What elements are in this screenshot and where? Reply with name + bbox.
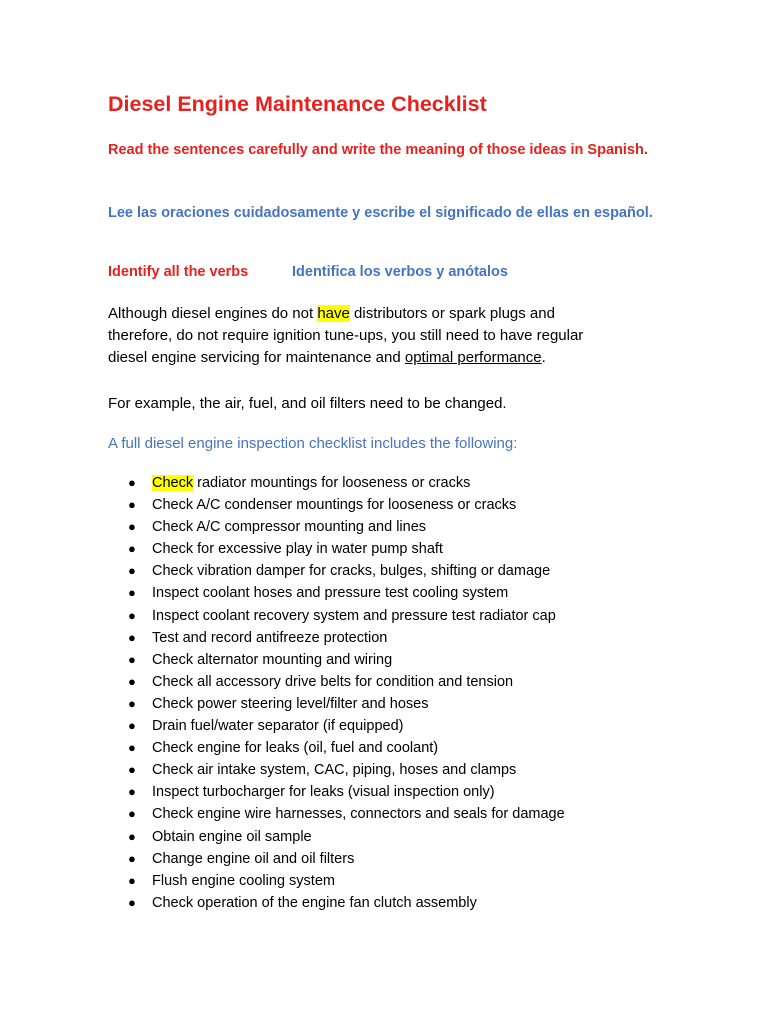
list-item (108, 649, 565, 671)
bullet-icon: ● (128, 828, 136, 844)
checklist-intro: A full diesel engine inspection checklist includes the following: (108, 435, 518, 452)
list-item (108, 826, 565, 848)
checklist (108, 472, 565, 914)
bullet-icon: ● (128, 872, 136, 888)
list-item-text: Obtain engine oil sample (152, 828, 312, 845)
list-item (108, 538, 565, 560)
list-item (108, 472, 565, 494)
list-item-text: Drain fuel/water separator (if equipped) (152, 718, 404, 735)
list-item-text: Check power steering level/filter and hoses (152, 695, 429, 712)
list-item-text: Check for excessive play in water pump shaft (152, 541, 443, 558)
bullet-icon: ● (128, 740, 136, 756)
list-item-text: Inspect coolant recovery system and pressure test radiator cap (152, 607, 556, 624)
highlighted-word-check: Check (152, 475, 194, 491)
list-item-text: Check air intake system, CAC, piping, hoses and clamps (152, 762, 517, 779)
bullet-icon: ● (128, 651, 136, 667)
bullet-icon: ● (128, 894, 136, 910)
bullet-icon: ● (128, 718, 136, 734)
instruction-spanish: Lee las oraciones cuidadosamente y escribe el significado de ellas en español. (108, 205, 653, 221)
bullet-icon: ● (128, 541, 136, 557)
list-item-text: radiator mountings for looseness or cracks (193, 475, 471, 491)
paragraph-intro-start: Although diesel engines do not (108, 305, 318, 322)
paragraph-intro (108, 303, 608, 369)
bullet-icon: ● (128, 673, 136, 689)
paragraph-intro-end: . (541, 349, 546, 366)
list-item (108, 627, 565, 649)
underlined-optimal-performance: optimal performance (404, 349, 542, 366)
verbs-instruction-row (108, 264, 660, 280)
list-item-text: Inspect coolant hoses and pressure test cooling system (152, 585, 509, 602)
page-title: Diesel Engine Maintenance Checklist (108, 92, 487, 116)
list-item-text: Check all accessory drive belts for condition and tension (152, 673, 514, 690)
bullet-icon: ● (128, 695, 136, 711)
list-item (108, 803, 565, 825)
list-item (108, 693, 565, 715)
bullet-icon: ● (128, 475, 136, 490)
verbs-instruction-spanish: Identifica los verbos y anótalos (292, 264, 508, 280)
list-item-text: Check A/C condenser mountings for looseness or cracks (152, 497, 517, 514)
list-item-text: Check operation of the engine fan clutch assembly (152, 894, 477, 911)
bullet-icon: ● (128, 563, 136, 579)
list-item (108, 892, 565, 914)
list-item (108, 870, 565, 892)
list-item (108, 759, 565, 781)
list-item-text: Check vibration damper for cracks, bulges, shifting or damage (152, 563, 551, 580)
bullet-icon: ● (128, 784, 136, 800)
list-item (108, 494, 565, 516)
list-item (108, 781, 565, 803)
list-item (108, 715, 565, 737)
bullet-icon: ● (128, 607, 136, 623)
list-item (108, 582, 565, 604)
bullet-icon: ● (128, 519, 136, 535)
highlighted-word-have: have (317, 305, 350, 322)
bullet-icon: ● (128, 497, 136, 513)
list-item (108, 516, 565, 538)
bullet-icon: ● (128, 850, 136, 866)
list-item (108, 605, 565, 627)
bullet-icon: ● (128, 762, 136, 778)
list-item-text: Change engine oil and oil filters (152, 850, 355, 867)
list-item-text: Flush engine cooling system (152, 872, 335, 889)
list-item-text: Check engine for leaks (oil, fuel and coolant) (152, 740, 439, 757)
list-item (108, 671, 565, 693)
list-item (108, 560, 565, 582)
verbs-instruction-english: Identify all the verbs (108, 264, 249, 280)
instruction-english: Read the sentences carefully and write the meaning of those ideas in Spanish. (108, 142, 648, 158)
list-item-text: Test and record antifreeze protection (152, 629, 388, 646)
bullet-icon: ● (128, 585, 136, 601)
list-item-text: Check alternator mounting and wiring (152, 651, 393, 668)
bullet-icon: ● (128, 629, 136, 645)
list-item-text: Inspect turbocharger for leaks (visual inspection only) (152, 784, 495, 801)
list-item (108, 848, 565, 870)
paragraph-example: For example, the air, fuel, and oil filters need to be changed. (108, 395, 507, 412)
paragraph-intro-middle: distributors or spark plugs and therefore, do not require ignition tune-ups, you still need to have regular diesel engine servicing for maintenance and (108, 305, 584, 366)
bullet-icon: ● (128, 806, 136, 822)
list-item (108, 737, 565, 759)
list-item-text: Check engine wire harnesses, connectors and seals for damage (152, 806, 565, 823)
list-item-text: Check A/C compressor mounting and lines (152, 519, 427, 536)
